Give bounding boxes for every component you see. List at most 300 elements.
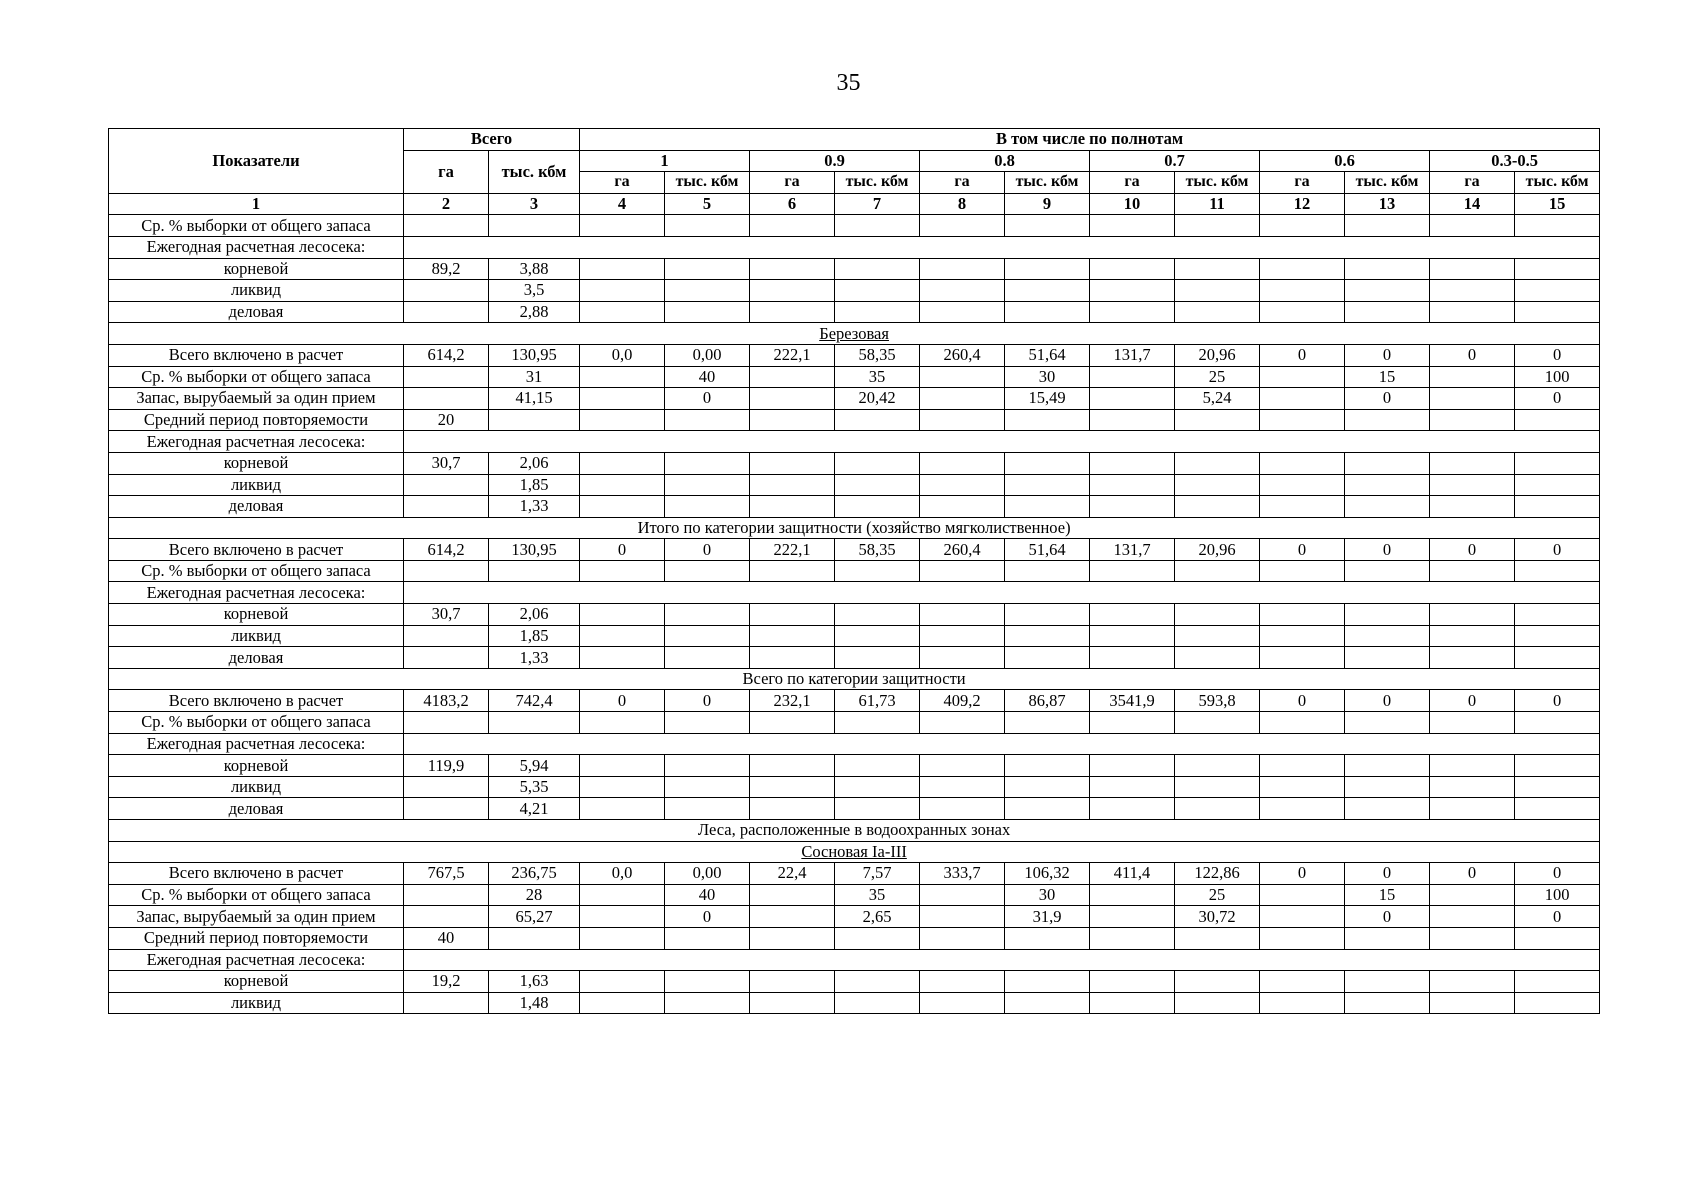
table-cell bbox=[1260, 496, 1345, 518]
table-cell: 0 bbox=[1345, 906, 1430, 928]
column-number: 11 bbox=[1175, 193, 1260, 215]
table-cell: 0 bbox=[665, 539, 750, 561]
table-cell bbox=[920, 798, 1005, 820]
table-cell bbox=[1430, 798, 1515, 820]
table-cell: 0 bbox=[1345, 863, 1430, 885]
table-cell: 122,86 bbox=[1175, 863, 1260, 885]
table-cell bbox=[920, 409, 1005, 431]
table-cell bbox=[835, 215, 920, 237]
column-number: 8 bbox=[920, 193, 1005, 215]
table-cell bbox=[1430, 452, 1515, 474]
table-row bbox=[109, 215, 1600, 237]
table-cell bbox=[489, 712, 580, 734]
table-cell bbox=[1430, 906, 1515, 928]
table-cell: 0 bbox=[1260, 344, 1345, 366]
table-cell bbox=[920, 712, 1005, 734]
table-cell bbox=[1345, 215, 1430, 237]
header-density-group: 0.8 bbox=[920, 150, 1090, 172]
table-cell: 40 bbox=[665, 884, 750, 906]
table-cell: 1,85 bbox=[489, 474, 580, 496]
header-total: Всего bbox=[404, 129, 580, 151]
table-cell bbox=[1175, 452, 1260, 474]
table-cell bbox=[1345, 927, 1430, 949]
table-cell bbox=[1175, 604, 1260, 626]
table-cell bbox=[750, 755, 835, 777]
table-cell bbox=[1515, 647, 1600, 669]
header-unit-m3: тыс. кбм bbox=[1345, 172, 1430, 194]
table-cell: 1,48 bbox=[489, 992, 580, 1014]
table-cell bbox=[1090, 215, 1175, 237]
table-cell bbox=[1090, 258, 1175, 280]
table-cell: 106,32 bbox=[1005, 863, 1090, 885]
column-number: 10 bbox=[1090, 193, 1175, 215]
table-row bbox=[109, 863, 1600, 885]
table-cell bbox=[1005, 560, 1090, 582]
table-row bbox=[109, 776, 1600, 798]
table-cell bbox=[1005, 755, 1090, 777]
table-cell bbox=[750, 712, 835, 734]
table-cell bbox=[1090, 712, 1175, 734]
table-row bbox=[109, 755, 1600, 777]
section-title: Березовая bbox=[819, 323, 889, 343]
table-cell: 0 bbox=[1430, 539, 1515, 561]
table-cell bbox=[1260, 906, 1345, 928]
row-label: деловая bbox=[109, 496, 404, 518]
table-cell bbox=[1175, 927, 1260, 949]
table-row bbox=[109, 927, 1600, 949]
table-cell bbox=[750, 798, 835, 820]
table-cell bbox=[580, 647, 665, 669]
table-row bbox=[109, 474, 1600, 496]
table-cell bbox=[1005, 452, 1090, 474]
table-cell bbox=[580, 474, 665, 496]
table-cell: 742,4 bbox=[489, 690, 580, 712]
table-row bbox=[109, 258, 1600, 280]
table-cell bbox=[1430, 409, 1515, 431]
table-cell bbox=[580, 992, 665, 1014]
table-cell bbox=[1430, 280, 1515, 302]
table-cell bbox=[404, 366, 489, 388]
table-cell bbox=[1005, 625, 1090, 647]
table-cell bbox=[580, 452, 665, 474]
table-row bbox=[109, 884, 1600, 906]
table-row bbox=[109, 906, 1600, 928]
empty-span-cell bbox=[404, 733, 1600, 755]
table-cell bbox=[580, 712, 665, 734]
table-cell bbox=[750, 496, 835, 518]
table-cell: 35 bbox=[835, 884, 920, 906]
table-row bbox=[109, 301, 1600, 323]
table-cell bbox=[580, 604, 665, 626]
row-label: Ср. % выборки от общего запаса bbox=[109, 215, 404, 237]
table-row bbox=[109, 971, 1600, 993]
table-cell bbox=[1260, 388, 1345, 410]
table-cell: 58,35 bbox=[835, 344, 920, 366]
table-cell bbox=[835, 604, 920, 626]
table-cell bbox=[580, 409, 665, 431]
row-label: Всего включено в расчет bbox=[109, 690, 404, 712]
table-cell bbox=[1175, 409, 1260, 431]
table-cell bbox=[1260, 647, 1345, 669]
table-cell bbox=[1005, 647, 1090, 669]
table-cell bbox=[1260, 798, 1345, 820]
table-cell: 4,21 bbox=[489, 798, 580, 820]
table-cell bbox=[1005, 409, 1090, 431]
table-cell bbox=[580, 906, 665, 928]
table-cell bbox=[580, 625, 665, 647]
section-header-row bbox=[109, 323, 1600, 345]
table-cell bbox=[1345, 409, 1430, 431]
table-cell bbox=[1260, 992, 1345, 1014]
table-cell bbox=[1515, 301, 1600, 323]
table-cell bbox=[1260, 776, 1345, 798]
subheader-row bbox=[109, 431, 1600, 453]
header-indicators: Показатели bbox=[109, 129, 404, 194]
table-cell bbox=[1090, 971, 1175, 993]
table-row bbox=[109, 452, 1600, 474]
header-density-group: 0.9 bbox=[750, 150, 920, 172]
table-cell: 20,96 bbox=[1175, 539, 1260, 561]
table-cell bbox=[1260, 927, 1345, 949]
table-cell bbox=[750, 388, 835, 410]
row-label: Ежегодная расчетная лесосека: bbox=[109, 431, 404, 453]
empty-span-cell bbox=[404, 949, 1600, 971]
table-cell bbox=[580, 280, 665, 302]
table-cell bbox=[1005, 798, 1090, 820]
table-cell bbox=[1005, 776, 1090, 798]
table-cell bbox=[1175, 215, 1260, 237]
table-cell: 3,88 bbox=[489, 258, 580, 280]
table-cell bbox=[1430, 927, 1515, 949]
header-unit-ha: га bbox=[920, 172, 1005, 194]
table-cell: 22,4 bbox=[750, 863, 835, 885]
column-number: 3 bbox=[489, 193, 580, 215]
table-cell bbox=[835, 301, 920, 323]
table-cell bbox=[1260, 452, 1345, 474]
forest-data-table bbox=[108, 128, 1600, 1014]
table-cell: 61,73 bbox=[835, 690, 920, 712]
table-cell bbox=[1090, 474, 1175, 496]
table-cell bbox=[1430, 258, 1515, 280]
table-cell: 0,0 bbox=[580, 344, 665, 366]
table-cell bbox=[665, 215, 750, 237]
table-cell bbox=[920, 366, 1005, 388]
table-cell bbox=[750, 452, 835, 474]
table-cell bbox=[1260, 215, 1345, 237]
table-cell bbox=[1515, 971, 1600, 993]
table-cell: 236,75 bbox=[489, 863, 580, 885]
table-cell bbox=[750, 625, 835, 647]
section-title: Леса, расположенные в водоохранных зонах bbox=[697, 820, 1011, 840]
row-label: ликвид bbox=[109, 992, 404, 1014]
table-cell: 2,06 bbox=[489, 604, 580, 626]
header-density-group: 0.7 bbox=[1090, 150, 1260, 172]
table-cell: 0,0 bbox=[580, 863, 665, 885]
table-cell bbox=[404, 798, 489, 820]
table-row bbox=[109, 539, 1600, 561]
table-cell: 15 bbox=[1345, 884, 1430, 906]
table-cell: 0 bbox=[665, 906, 750, 928]
table-cell bbox=[665, 971, 750, 993]
column-number: 15 bbox=[1515, 193, 1600, 215]
section-title-cell bbox=[109, 323, 1600, 345]
row-label: ликвид bbox=[109, 280, 404, 302]
table-cell bbox=[1345, 280, 1430, 302]
table-cell bbox=[404, 625, 489, 647]
table-cell bbox=[1090, 301, 1175, 323]
column-number: 2 bbox=[404, 193, 489, 215]
table-row bbox=[109, 344, 1600, 366]
table-cell bbox=[1005, 927, 1090, 949]
table-cell bbox=[750, 884, 835, 906]
table-cell bbox=[1515, 776, 1600, 798]
table-cell bbox=[489, 215, 580, 237]
table-cell bbox=[750, 560, 835, 582]
header-unit-ha: га bbox=[580, 172, 665, 194]
table-cell bbox=[1430, 625, 1515, 647]
table-cell bbox=[1260, 884, 1345, 906]
table-cell: 0 bbox=[1430, 344, 1515, 366]
table-cell bbox=[1430, 474, 1515, 496]
table-cell bbox=[835, 992, 920, 1014]
table-cell: 28 bbox=[489, 884, 580, 906]
table-cell bbox=[1430, 776, 1515, 798]
table-cell bbox=[1345, 258, 1430, 280]
header-unit-m3: тыс. кбм bbox=[1175, 172, 1260, 194]
table-cell: 25 bbox=[1175, 366, 1260, 388]
table-cell bbox=[835, 560, 920, 582]
table-cell bbox=[404, 884, 489, 906]
table-cell bbox=[750, 906, 835, 928]
table-cell bbox=[750, 258, 835, 280]
table-cell bbox=[1175, 280, 1260, 302]
table-cell: 409,2 bbox=[920, 690, 1005, 712]
table-cell bbox=[580, 496, 665, 518]
row-label: Запас, вырубаемый за один прием bbox=[109, 388, 404, 410]
table-cell bbox=[404, 496, 489, 518]
row-label: Запас, вырубаемый за один прием bbox=[109, 906, 404, 928]
table-cell bbox=[1345, 452, 1430, 474]
table-cell bbox=[580, 215, 665, 237]
table-cell: 0 bbox=[1515, 863, 1600, 885]
row-label: корневой bbox=[109, 452, 404, 474]
table-cell bbox=[1430, 388, 1515, 410]
header-total-m3: тыс. кбм bbox=[489, 150, 580, 193]
table-cell bbox=[1175, 755, 1260, 777]
table-cell bbox=[1430, 604, 1515, 626]
table-cell: 40 bbox=[404, 927, 489, 949]
table-cell: 65,27 bbox=[489, 906, 580, 928]
table-cell bbox=[1345, 560, 1430, 582]
table-cell bbox=[1260, 258, 1345, 280]
table-cell: 30,7 bbox=[404, 604, 489, 626]
table-cell: 260,4 bbox=[920, 539, 1005, 561]
table-cell: 1,33 bbox=[489, 496, 580, 518]
table-cell: 130,95 bbox=[489, 539, 580, 561]
table-row bbox=[109, 625, 1600, 647]
table-cell: 0 bbox=[1260, 539, 1345, 561]
column-number: 4 bbox=[580, 193, 665, 215]
table-cell bbox=[1090, 798, 1175, 820]
table-cell: 1,85 bbox=[489, 625, 580, 647]
row-label: Средний период повторяемости bbox=[109, 409, 404, 431]
table-cell bbox=[1090, 604, 1175, 626]
column-number: 5 bbox=[665, 193, 750, 215]
table-cell bbox=[750, 971, 835, 993]
table-cell bbox=[1090, 755, 1175, 777]
empty-span-cell bbox=[404, 431, 1600, 453]
table-cell bbox=[920, 776, 1005, 798]
row-label: Ежегодная расчетная лесосека: bbox=[109, 236, 404, 258]
table-cell bbox=[404, 647, 489, 669]
section-title: Итого по категории защитности (хозяйство мягколиственное) bbox=[637, 517, 1071, 537]
table-cell bbox=[1345, 755, 1430, 777]
header-unit-m3: тыс. кбм bbox=[835, 172, 920, 194]
table-cell: 86,87 bbox=[1005, 690, 1090, 712]
row-label: Ежегодная расчетная лесосека: bbox=[109, 582, 404, 604]
table-cell bbox=[920, 496, 1005, 518]
table-cell bbox=[1090, 496, 1175, 518]
table-cell: 20,96 bbox=[1175, 344, 1260, 366]
table-cell bbox=[1515, 258, 1600, 280]
table-cell bbox=[665, 712, 750, 734]
table-cell bbox=[580, 884, 665, 906]
table-cell bbox=[1515, 755, 1600, 777]
row-label: корневой bbox=[109, 604, 404, 626]
table-cell bbox=[489, 560, 580, 582]
table-cell bbox=[665, 496, 750, 518]
table-cell: 0 bbox=[665, 690, 750, 712]
table-cell bbox=[580, 755, 665, 777]
table-cell: 767,5 bbox=[404, 863, 489, 885]
table-cell bbox=[1175, 798, 1260, 820]
table-cell bbox=[1345, 625, 1430, 647]
table-cell bbox=[1515, 560, 1600, 582]
table-cell bbox=[665, 560, 750, 582]
table-cell bbox=[835, 409, 920, 431]
header-unit-m3: тыс. кбм bbox=[665, 172, 750, 194]
table-cell bbox=[580, 388, 665, 410]
table-cell bbox=[1515, 927, 1600, 949]
table-cell bbox=[750, 647, 835, 669]
table-cell: 0 bbox=[1345, 539, 1430, 561]
table-row bbox=[109, 647, 1600, 669]
table-cell bbox=[404, 474, 489, 496]
table-cell bbox=[750, 409, 835, 431]
table-cell bbox=[1005, 280, 1090, 302]
table-cell bbox=[404, 388, 489, 410]
table-cell bbox=[920, 560, 1005, 582]
table-cell: 58,35 bbox=[835, 539, 920, 561]
table-cell bbox=[1430, 884, 1515, 906]
header-unit-ha: га bbox=[750, 172, 835, 194]
table-cell bbox=[1345, 496, 1430, 518]
table-cell bbox=[920, 971, 1005, 993]
table-cell bbox=[1515, 409, 1600, 431]
header-unit-ha: га bbox=[1090, 172, 1175, 194]
table-cell bbox=[1345, 301, 1430, 323]
table-cell: 0 bbox=[1515, 539, 1600, 561]
table-row bbox=[109, 798, 1600, 820]
table-row bbox=[109, 366, 1600, 388]
table-cell bbox=[750, 776, 835, 798]
column-number: 6 bbox=[750, 193, 835, 215]
row-label: Ежегодная расчетная лесосека: bbox=[109, 733, 404, 755]
table-cell bbox=[580, 927, 665, 949]
row-label: корневой bbox=[109, 971, 404, 993]
table-cell bbox=[750, 474, 835, 496]
column-number: 9 bbox=[1005, 193, 1090, 215]
table-cell bbox=[920, 452, 1005, 474]
table-cell bbox=[1430, 496, 1515, 518]
table-cell: 0 bbox=[1260, 690, 1345, 712]
table-cell bbox=[1090, 776, 1175, 798]
table-cell: 131,7 bbox=[1090, 539, 1175, 561]
table-row bbox=[109, 496, 1600, 518]
table-cell bbox=[580, 560, 665, 582]
table-cell bbox=[1515, 452, 1600, 474]
table-cell: 5,94 bbox=[489, 755, 580, 777]
table-cell bbox=[1090, 625, 1175, 647]
table-cell bbox=[1175, 992, 1260, 1014]
table-cell bbox=[665, 474, 750, 496]
table-row bbox=[109, 690, 1600, 712]
table-cell bbox=[835, 496, 920, 518]
table-body bbox=[109, 215, 1600, 1014]
subheader-row bbox=[109, 236, 1600, 258]
table-cell: 0 bbox=[1345, 388, 1430, 410]
column-number: 1 bbox=[109, 193, 404, 215]
column-number: 14 bbox=[1430, 193, 1515, 215]
table-cell: 5,24 bbox=[1175, 388, 1260, 410]
subheader-row bbox=[109, 733, 1600, 755]
header-unit-m3: тыс. кбм bbox=[1515, 172, 1600, 194]
table-cell bbox=[750, 366, 835, 388]
table-cell: 2,88 bbox=[489, 301, 580, 323]
table-cell bbox=[489, 927, 580, 949]
table-cell: 614,2 bbox=[404, 539, 489, 561]
table-cell: 0 bbox=[1430, 863, 1515, 885]
table-cell bbox=[920, 215, 1005, 237]
row-label: деловая bbox=[109, 647, 404, 669]
table-cell bbox=[580, 971, 665, 993]
table-cell: 7,57 bbox=[835, 863, 920, 885]
table-cell bbox=[750, 604, 835, 626]
table-row bbox=[109, 992, 1600, 1014]
table-cell bbox=[1345, 474, 1430, 496]
table-cell: 5,35 bbox=[489, 776, 580, 798]
table-cell bbox=[404, 280, 489, 302]
table-cell bbox=[665, 280, 750, 302]
table-cell: 1,63 bbox=[489, 971, 580, 993]
table-cell: 119,9 bbox=[404, 755, 489, 777]
row-label: Всего включено в расчет bbox=[109, 344, 404, 366]
table-cell: 130,95 bbox=[489, 344, 580, 366]
table-cell bbox=[1260, 755, 1345, 777]
section-title-cell bbox=[109, 517, 1600, 539]
table-cell bbox=[1260, 409, 1345, 431]
table-cell bbox=[835, 776, 920, 798]
row-label: деловая bbox=[109, 301, 404, 323]
table-cell: 0 bbox=[1515, 906, 1600, 928]
table-cell bbox=[404, 992, 489, 1014]
header-density-group: 0.6 bbox=[1260, 150, 1430, 172]
table-cell bbox=[1090, 560, 1175, 582]
table-cell bbox=[1090, 280, 1175, 302]
section-title-cell bbox=[109, 668, 1600, 690]
row-label: Ср. % выборки от общего запаса bbox=[109, 366, 404, 388]
table-cell: 3541,9 bbox=[1090, 690, 1175, 712]
